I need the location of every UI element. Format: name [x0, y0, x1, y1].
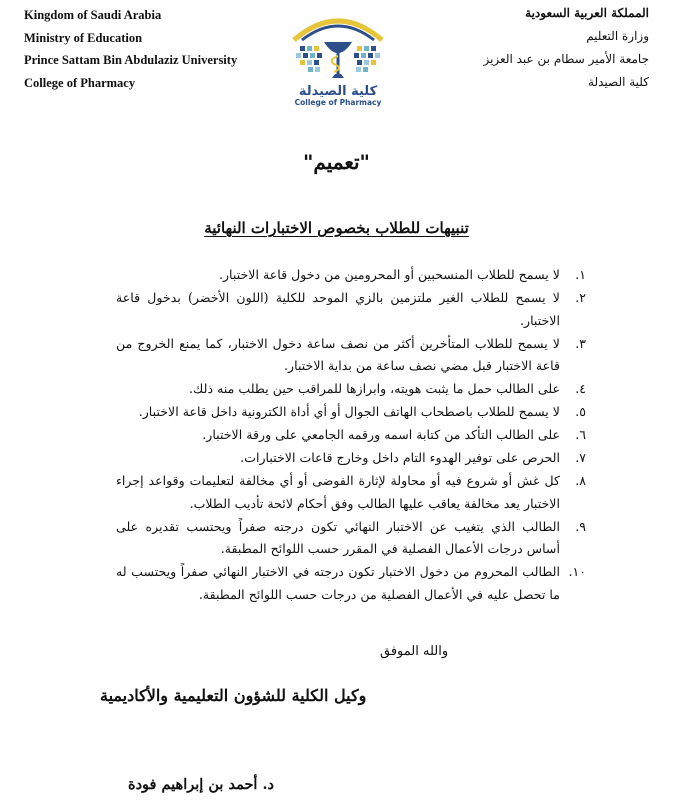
- list-item-number: ٣.: [575, 335, 586, 351]
- logo-arabic-text: كلية الصيدلة: [298, 84, 378, 99]
- list-item-number: ١.: [575, 267, 586, 282]
- list-item: [116, 516, 586, 561]
- memo-subtitle-text: تنبيهات للطلاب بخصوص الاختبارات النهائية: [204, 219, 469, 237]
- list-item-number: ٩.: [575, 518, 586, 534]
- list-item-text: لا يسمح للطلاب الغير ملتزمين بالزي الموحد للكلية (اللون الأخضر) بدخول قاعة الاختبار.: [116, 290, 560, 328]
- list-item: [116, 470, 586, 515]
- list-item-text: الحرص على توفير الهدوء التام داخل وخارج قاعات الاختبارات.: [240, 450, 560, 465]
- arabic-letterhead: [439, 2, 649, 94]
- list-item-text: كل غش أو شروع فيه أو محاولة لإثارة الفوضى أو أي مخالفة لتعليمات وقواعد إجراء الاختبار يعد مخالفة يعاقب عليها الطالب وفق أحكام لائحة تأديب الطلاب.: [116, 473, 560, 511]
- list-item-number: ٥.: [575, 404, 586, 419]
- signatory-name: د. أحمد بن إبراهيم فودة: [128, 776, 274, 793]
- letterhead-ar-line: المملكة العربية السعودية: [525, 6, 649, 20]
- letterhead-ar-line: كلية الصيدلة: [588, 75, 649, 89]
- list-item: [116, 401, 586, 424]
- list-item-number: ٦.: [575, 427, 586, 442]
- list-item-text: لا يسمح للطلاب باصطحاب الهاتف الجوال أو أي أداة الكترونية داخل قاعة الاختبار.: [138, 404, 560, 419]
- list-item-text: على الطالب التأكد من كتابة اسمه ورقمه الجامعي على ورقة الاختبار.: [202, 427, 560, 442]
- list-item-text: لا يسمح للطلاب المتأخرين أكثر من نصف ساعة دخول الاختبار، كما يمنع الخروج من قاعة الاختبار قبل مضي نصف ساعة من بداية الاختبار.: [116, 335, 560, 373]
- memo-subtitle: [0, 218, 673, 237]
- list-item: [116, 378, 586, 401]
- letterhead-en-line: College of Pharmacy: [24, 75, 136, 90]
- list-item: [116, 287, 586, 332]
- list-item-number: ٧.: [575, 450, 586, 465]
- logo-english-text: College of Pharmacy: [294, 98, 382, 107]
- letterhead-ar-line: وزارة التعليم: [586, 29, 649, 43]
- list-item-text: الطالب الذي يتغيب عن الاختبار النهائي تكون درجته صفراً ويحتسب تقديره على أساس درجات الأعمال الفصلية في المقرر حسب اللوائح المطبقة.: [116, 518, 560, 556]
- memo-title: "تعميم": [303, 150, 370, 174]
- letterhead-en-line: Kingdom of Saudi Arabia: [24, 8, 162, 22]
- list-item: [116, 264, 586, 287]
- instructions-list: [116, 264, 586, 607]
- signatory-title: وكيل الكلية للشؤون التعليمية والأكاديمية: [100, 686, 367, 705]
- list-item-number: ١٠.: [568, 564, 586, 579]
- list-item: [116, 447, 586, 470]
- english-letterhead: [24, 4, 284, 94]
- letterhead-ar-line: جامعة الأمير سطام بن عبد العزيز: [483, 52, 649, 66]
- list-item-number: ٢.: [575, 290, 586, 305]
- list-item: [116, 333, 586, 378]
- list-item-text: على الطالب حمل ما يثبت هويته، وابرازها للمراقب حين يطلب منه ذلك.: [189, 381, 560, 396]
- list-item: [116, 424, 586, 447]
- letterhead-en-line: Prince Sattam Bin Abdulaziz University: [24, 53, 238, 67]
- closing-phrase: والله الموفق: [380, 644, 449, 659]
- bowl-of-hygieia-icon: [324, 42, 352, 78]
- list-item-text: لا يسمح للطلاب المنسحبين أو المحرومين من دخول قاعة الاختبار.: [218, 267, 560, 282]
- list-item-text: الطالب المحروم من دخول الاختبار تكون درجته في الاختبار النهائي صفراً ويحتسب له ما تحصل عليه في الأعمال الفصلية من درجات حسب اللوائح المطبقة.: [116, 564, 560, 602]
- list-item-number: ٨.: [575, 473, 586, 488]
- letterhead-en-line: Ministry of Education: [24, 30, 143, 45]
- list-item-number: ٤.: [575, 381, 586, 396]
- college-of-pharmacy-logo: [288, 6, 388, 108]
- list-item: [116, 561, 586, 606]
